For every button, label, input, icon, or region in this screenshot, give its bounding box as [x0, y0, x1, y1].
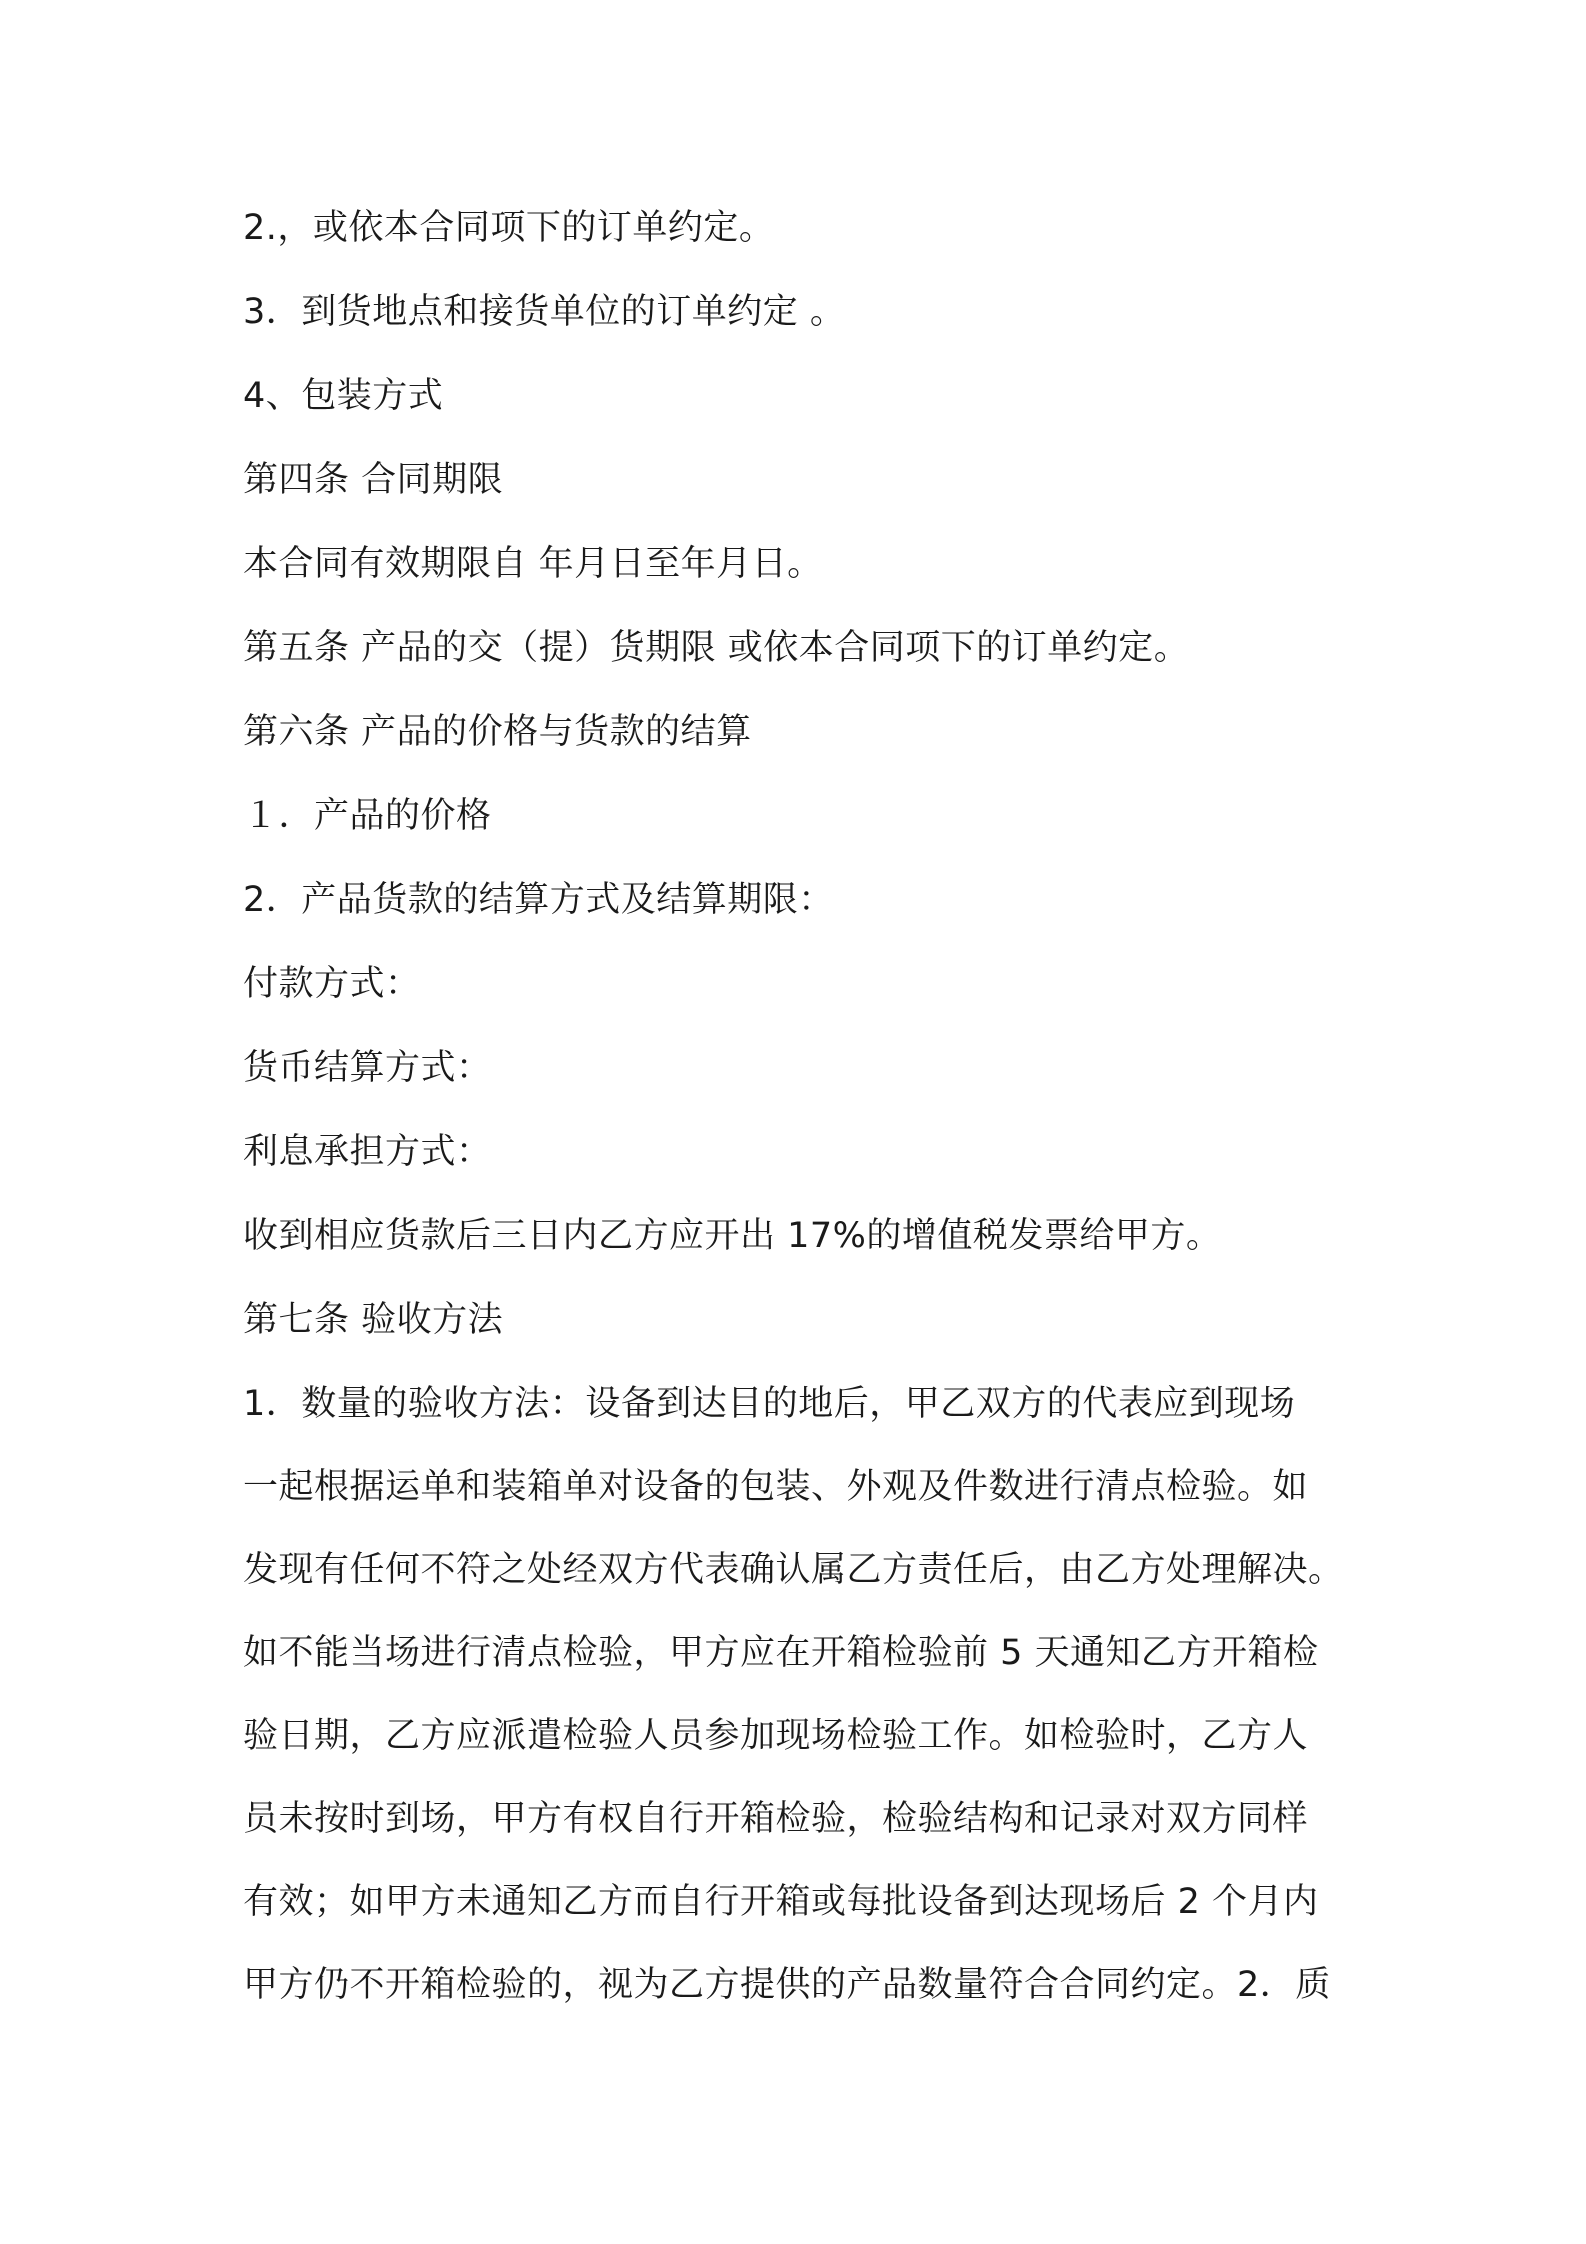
paragraph-line: 甲方仍不开箱检验的，视为乙方提供的产品数量符合合同约定。2．质: [243, 1965, 1331, 2005]
paragraph-line: 如不能当场进行清点检验，甲方应在开箱检验前 5 天通知乙方开箱检: [243, 1633, 1319, 1673]
paragraph-line: 1．数量的验收方法：设备到达目的地后，甲乙双方的代表应到现场: [243, 1384, 1296, 1424]
text-line: 利息承担方式：: [243, 1132, 492, 1172]
text-line: 2．产品货款的结算方式及结算期限：: [243, 880, 834, 920]
paragraph-line: 验日期，乙方应派遣检验人员参加现场检验工作。如检验时，乙方人: [243, 1716, 1309, 1756]
section-heading: 第六条 产品的价格与货款的结算: [243, 712, 752, 752]
text-line: 4、包装方式: [243, 376, 444, 416]
text-line: 本合同有效期限自 年月日至年月日。: [243, 544, 823, 584]
paragraph-line: 一起根据运单和装箱单对设备的包装、外观及件数进行清点检验。如: [243, 1467, 1309, 1507]
text-line: 收到相应货款后三日内乙方应开出 17%的增值税发票给甲方。: [243, 1216, 1222, 1256]
text-line: 2.，或依本合同项下的订单约定。: [243, 208, 775, 248]
paragraph-line: 有效；如甲方未通知乙方而自行开箱或每批设备到达现场后 2 个月内: [243, 1882, 1319, 1922]
text-line: １．产品的价格: [243, 796, 492, 836]
section-heading: 第四条 合同期限: [243, 460, 504, 500]
section-heading: 第五条 产品的交（提）货期限 或依本合同项下的订单约定。: [243, 628, 1190, 668]
paragraph-line: 员未按时到场，甲方有权自行开箱检验，检验结构和记录对双方同样: [243, 1799, 1309, 1839]
text-line: 3．到货地点和接货单位的订单约定 。: [243, 292, 846, 332]
text-line: 货币结算方式：: [243, 1048, 492, 1088]
section-heading: 第七条 验收方法: [243, 1300, 504, 1340]
text-line: 付款方式：: [243, 964, 421, 1004]
paragraph-line: 发现有任何不符之处经双方代表确认属乙方责任后，由乙方处理解决。: [243, 1550, 1344, 1590]
